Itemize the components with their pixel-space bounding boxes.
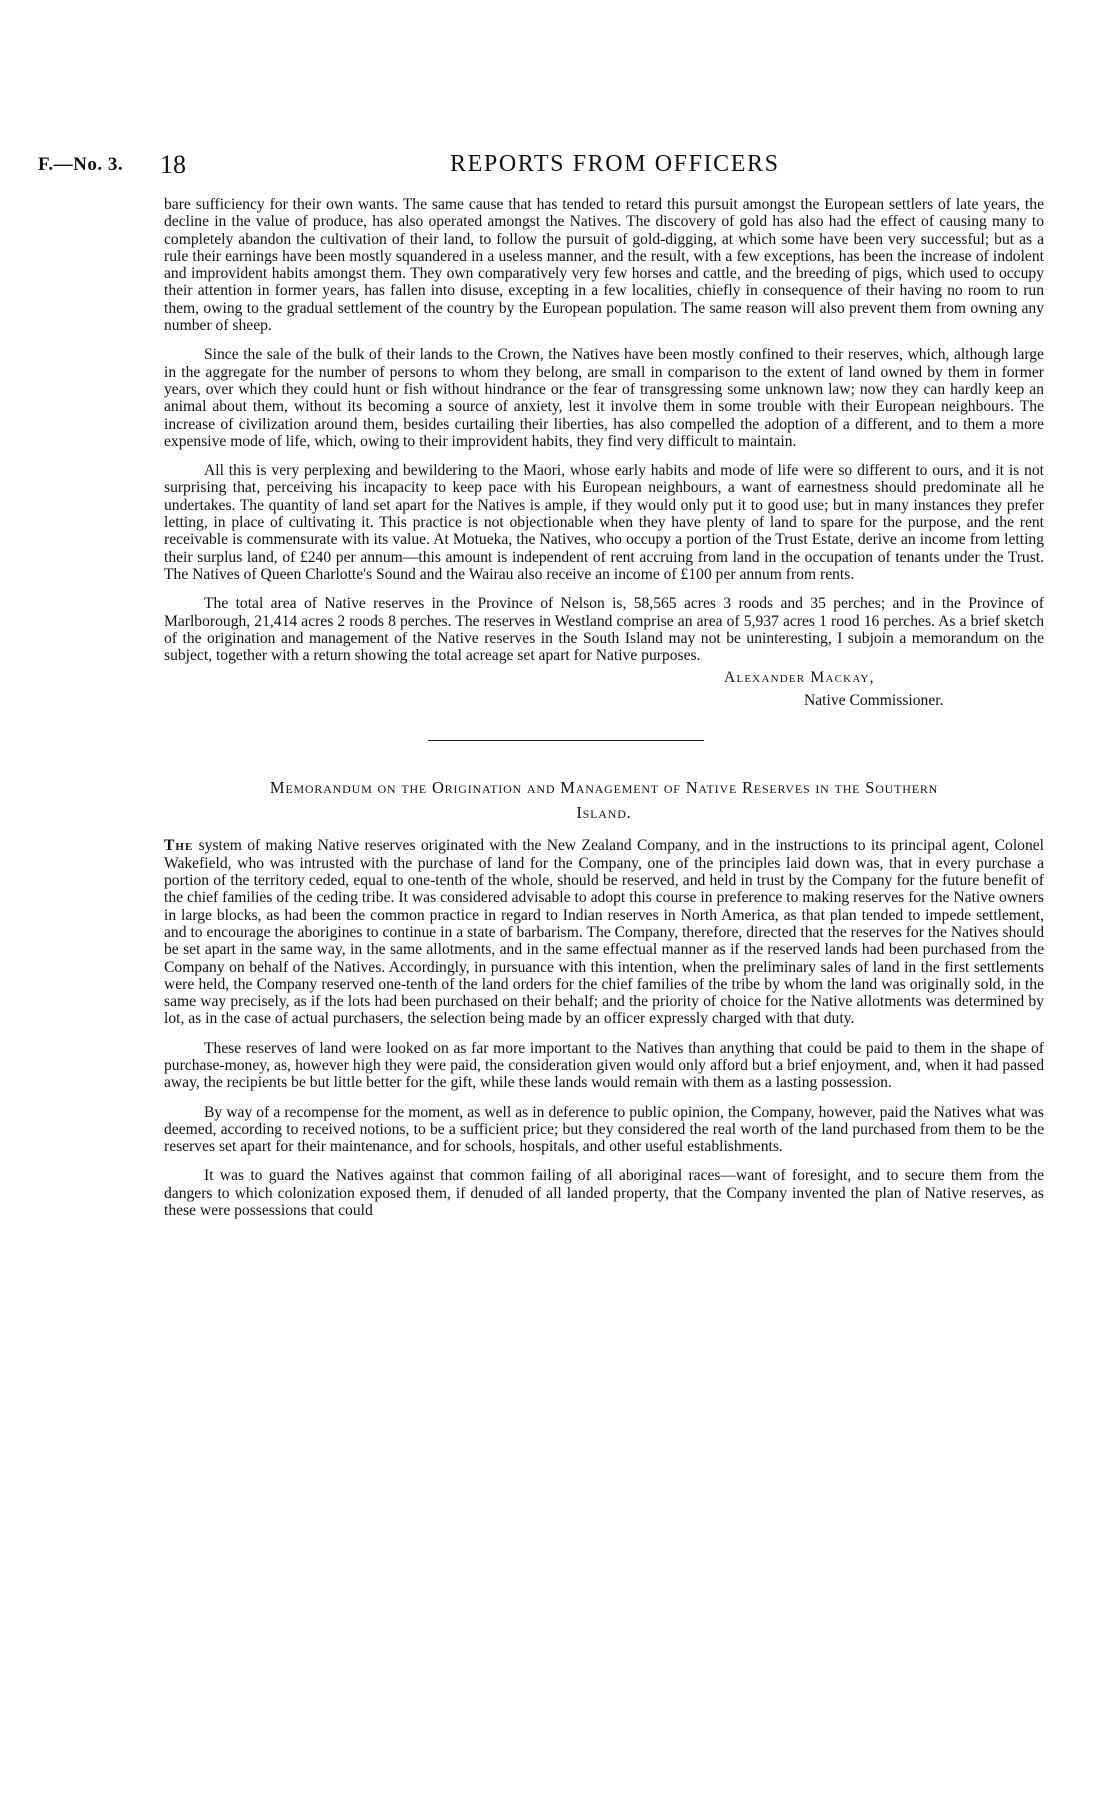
running-title: REPORTS FROM OFFICERS	[450, 151, 780, 177]
report-body	[164, 196, 1044, 1219]
signature-block	[164, 666, 1044, 712]
paragraph: It was to guard the Natives against that common failing of all aboriginal races—want of foresight, and to secure them from the dangers to which colonization exposed them, if denuded of all landed property, that the Company invented the plan of Native reserves, as these were possessions that could	[164, 1167, 1044, 1220]
signatory-title: Native Commissioner.	[804, 692, 944, 710]
paragraph-text: system of making Native reserves originated with the New Zealand Company, and in the instructions to its principal agent, Colonel Wakefield, who was intrusted with the purchase of land for the Company, one of the principles laid down was, that in every purchase a portion of the territory ceded, equal to one-tenth of the whole, should be reserved, and held in trust by the Company for the future benefit of the chief families of the ceding tribe. It was considered advisable to adopt this course in preference to making reserves for the Native owners in large blocks, as had been the common practice in regard to Indian reserves in North America, as that plan tended to impede settlement, and to encourage the aborigines to continue in a state of barbarism. The Company, therefore, directed that the reserves for the Natives should be set apart in the same way, in the same allotments, and in the same effectual manner as if the reserved lands had been purchased from the Company on behalf of the Natives. Accordingly, in pursuance with this intention, when the preliminary sales of land in the first settlements were held, the Company reserved one-tenth of the land orders for the chief families of the tribe by whom the land was originally sold, in the same way precisely, as if the lots had been purchased on their behalf; and the priority of choice for the Native allotments was determined by lot, as in the case of actual purchasers, the selection being made by an officer expressly charged with that duty.	[164, 837, 1044, 1028]
paragraph: Since the sale of the bulk of their lands to the Crown, the Natives have been mostly confined to their reserves, which, although large in the aggregate for the number of persons to whom they belong, are small in comparison to the extent of land owned by them in former years, over which they could hunt or fish without hindrance or the fear of transgressing some unknown law; now they can hardly keep an animal about them, without its becoming a source of anxiety, lest it involve them in some trouble with their European neighbours. The increase of civilization around them, besides curtailing their liberties, has also compelled the adoption of a different, and to them a more expensive mode of life, which, owing to their improvident habits, they find very difficult to maintain.	[164, 346, 1044, 450]
paragraph: By way of a recompense for the moment, as well as in deference to public opinion, the Company, however, paid the Natives what was deemed, according to received notions, to be a sufficient price; but they considered the real worth of the land purchased from them to be the reserves set apart for their maintenance, and for schools, hospitals, and other useful establishments.	[164, 1103, 1044, 1156]
paragraph: These reserves of land were looked on as far more important to the Natives than anything that could be paid to them in the shape of purchase-money, as, however high they were paid, the consideration given would only afford but a brief enjoyment, and, when it had passed away, the recipients be but little better for the gift, while these lands would remain with them as a lasting possession.	[164, 1039, 1044, 1092]
paragraph-continued: bare sufficiency for their own wants. The same cause that has tended to retard this pursuit amongst the European settlers of late years, the decline in the value of produce, has also operated amongst the Natives. The discovery of gold has also had the effect of causing many to completely abandon the cultivation of their land, to follow the pursuit of gold-digging, at which some have been very successful; but as a rule their earnings have been mostly squandered in a useless manner, and the result, with a few exceptions, has been the increase of indolent and improvident habits amongst them. They own comparatively very few horses and cattle, and the breeding of pigs, which used to occupy their attention in former years, has fallen into disuse, excepting in a few localities, chiefly in consequence of their having no room to run them, owing to the gradual settlement of the country by the European population. The same reason will also prevent them from owning any number of sheep.	[164, 196, 1044, 335]
signatory-name: Alexander Mackay,	[724, 669, 875, 687]
page-number: 18	[160, 150, 186, 179]
memorandum-first-paragraph	[164, 837, 1044, 1027]
page-header	[38, 150, 1078, 180]
opening-word: The	[164, 837, 194, 855]
paragraph: All this is very perplexing and bewildering to the Maori, whose early habits and mode of life were so different to ours, and it is not surprising that, perceiving his incapacity to keep pace with his European neighbours, a want of earnestness should predominate all he undertakes. The quantity of land set apart for the Natives is ample, if they would only put it to good use; but in many instances they prefer letting, in place of cultivating it. This practice is not objectionable when they have plenty of land to spare for the purpose, and the rent receivable is commensurate with its value. At Motueka, the Natives, who occupy a portion of the Trust Estate, derive an income from letting their surplus land, of £240 per annum—this amount is independent of rent accruing from land in the occupation of tenants under the Trust. The Natives of Queen Charlotte's Sound and the Wairau also receive an income of £100 per annum from rents.	[164, 462, 1044, 583]
section-divider	[428, 740, 704, 741]
memorandum-title	[164, 775, 1044, 825]
paragraph: The total area of Native reserves in the Province of Nelson is, 58,565 acres 3 roods and 35 perches; and in the Province of Marlborough, 21,414 acres 2 roods 8 perches. The reserves in Westland comprise an area of 5,937 acres 1 rood 16 perches. As a brief sketch of the origination and management of the Native reserves in the South Island may not be uninteresting, I subjoin a memorandum on the subject, together with a return showing the total acreage set apart for Native purposes.	[164, 595, 1044, 665]
paper-reference: F.—No. 3.	[38, 154, 124, 175]
memorandum-title-line: Memorandum on the Origination and Management of Native Reserves in the Southern	[269, 778, 939, 798]
memorandum-title-line: Island.	[576, 803, 632, 823]
